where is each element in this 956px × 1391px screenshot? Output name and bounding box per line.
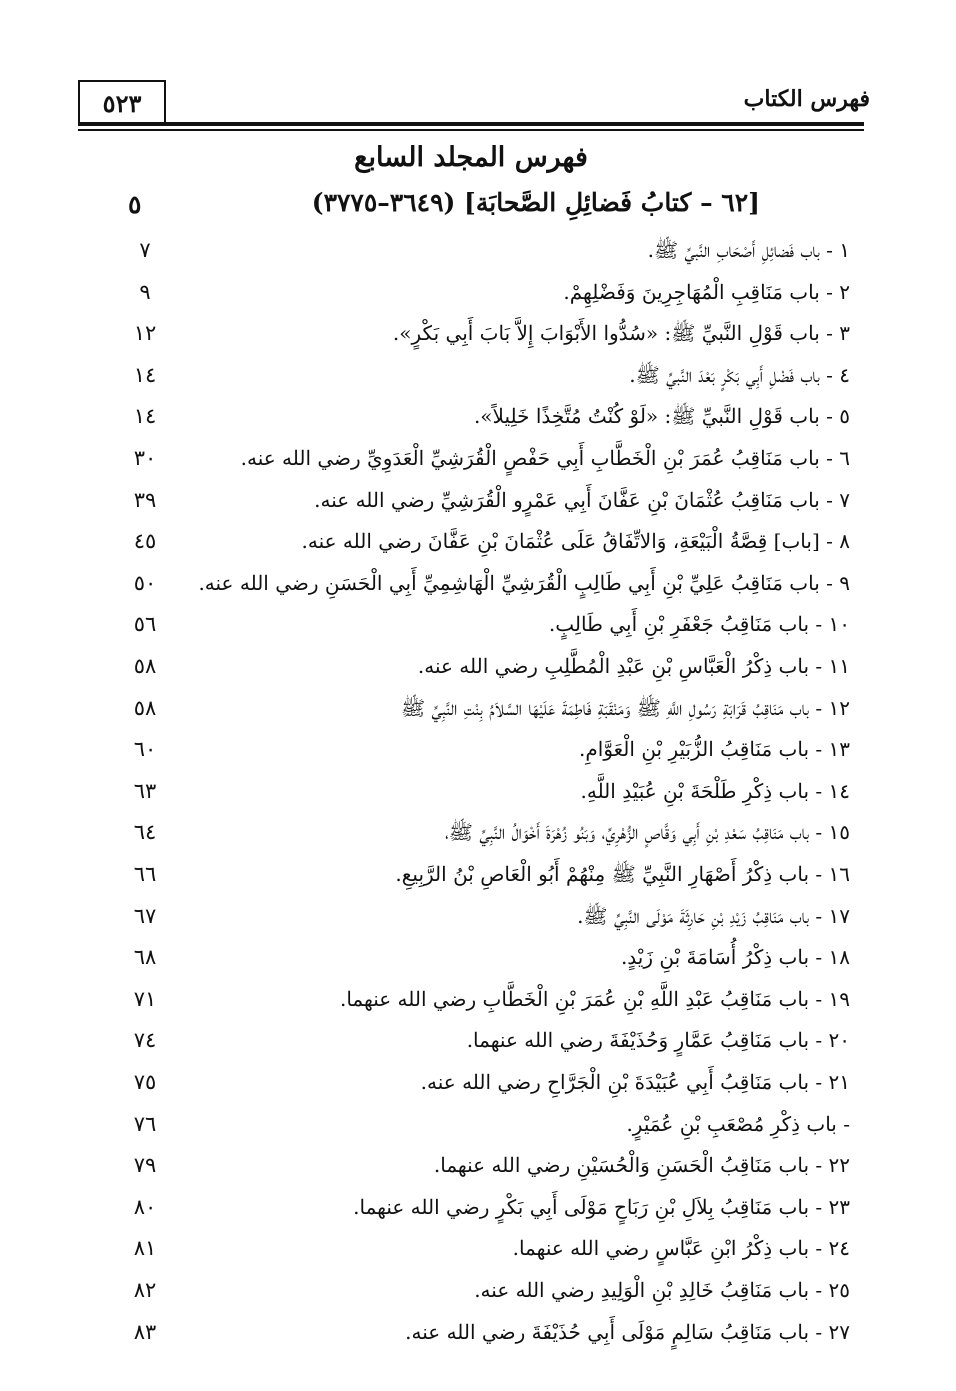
index-row	[90, 1312, 850, 1352]
entry-page-number: ١٤	[133, 362, 157, 387]
index-row	[90, 396, 850, 436]
index-row	[90, 1104, 850, 1144]
entry-page-number: ٣٩	[133, 487, 157, 512]
page-number: ٥٢٣	[78, 80, 166, 124]
entry-title: ١ - باب فَضائِلِ أَصْحَابِ النَّبيِّ ﷺ.	[647, 238, 850, 262]
index-row	[90, 313, 850, 353]
entry-title: ١٥ - باب مَنَاقِبُ سَعْدِ بْنِ أَبِي وَقَّاصٍ الزُّهْرِيِّ، وَبَنُو زُهْرَةَ أَخْوَالُ النَّبِيِّ ﷺ،	[444, 820, 850, 845]
index-row	[90, 1187, 850, 1227]
entry-title: ١٧ - باب مَنَاقِبُ زَيْدِ بْنِ حَارِثَةَ مَوْلَى النَّبِيِّ ﷺ.	[577, 903, 850, 928]
entry-title: ٤ - باب فَضْلِ أَبِي بَكْرٍ بَعْدَ النَّبيِّ ﷺ.	[629, 362, 850, 387]
index-row	[90, 1270, 850, 1310]
index-row	[90, 438, 850, 478]
entry-page-number: ٦٧	[133, 903, 157, 928]
entry-title: ٢٤ - باب ذِكْرُ ابْنِ عَبَّاسٍ رضي الله عنهما.	[512, 1236, 850, 1261]
entry-page-number: ٦٤	[133, 820, 157, 845]
entry-page-number: ٦٠	[133, 737, 157, 762]
index-row	[90, 646, 850, 686]
index-row	[90, 979, 850, 1019]
index-row	[90, 937, 850, 977]
entry-title: ٩ - باب مَنَاقِبُ عَلِيِّ بْنِ أَبِي طَالِبٍ الْقُرَشِيِّ الْهَاشِمِيِّ أَبِي الْحَسَنِ رضي الله عنه.	[198, 570, 850, 595]
entry-page-number: ٤٥	[133, 529, 157, 554]
index-row	[90, 896, 850, 936]
index-row	[90, 604, 850, 644]
entry-page-number: ٦٨	[133, 945, 157, 970]
book-title: [٦٢ – كتابُ فَضائِلِ الصَّحابَة] (٣٦٤٩–٣٧٧٥)	[311, 188, 760, 217]
entry-title: ١٨ - باب ذِكْرُ أُسَامَةَ بْنِ زَيْدٍ.	[620, 945, 850, 970]
entry-title: ٢٥ - باب مَنَاقِبُ خَالِدِ بْنِ الْوَلِيدِ رضي الله عنه.	[474, 1278, 850, 1302]
entry-page-number: ٧٩	[133, 1153, 157, 1178]
entry-title: - باب ذِكْرِ مُصْعَبِ بْنِ عُمَيْرٍ.	[626, 1111, 850, 1136]
entry-page-number: ٥٠	[133, 570, 157, 595]
entry-title: ٦ - باب مَنَاقِبُ عُمَرَ بْنِ الْخَطَّابِ أَبِي حَفْصٍ الْقُرَشِيِّ الْعَدَوِيِّ رضي الله عنه.	[240, 446, 850, 470]
entry-title: ١٩ - باب مَنَاقِبُ عَبْدِ اللَّهِ بْنِ عُمَرَ بْنِ الْخَطَّابِ رضي الله عنهما.	[339, 986, 850, 1011]
entry-title: ٢٢ - باب مَنَاقِبُ الْحَسَنِ وَالْحُسَيْنِ رضي الله عنهما.	[433, 1153, 850, 1178]
entry-title: ٧ - باب مَنَاقِبُ عُثْمَانَ بْنِ عَفَّانَ أَبِي عَمْرٍو الْقُرَشِيِّ رضي الله عنه.	[314, 487, 850, 512]
index-row	[90, 812, 850, 852]
header-rule-thick	[78, 122, 864, 126]
entry-title: ٥ - باب قَوْلِ النَّبيِّ ﷺ: «لَوْ كُنْتُ مُتَّخِذًا خَلِيلاً».	[473, 404, 850, 429]
index-row	[90, 688, 850, 728]
index-row	[90, 480, 850, 520]
book-page-number: ٥	[128, 190, 142, 219]
entry-title: ٢٣ - باب مَنَاقِبُ بِلاَلِ بْنِ رَبَاحٍ مَوْلَى أَبِي بَكْرٍ رضي الله عنهما.	[353, 1194, 850, 1219]
entry-page-number: ٧	[139, 238, 151, 262]
index-row	[90, 1020, 850, 1060]
entry-page-number: ٨٣	[133, 1319, 157, 1344]
index-row	[90, 355, 850, 395]
index-row	[90, 1228, 850, 1268]
index-row	[90, 854, 850, 894]
entry-page-number: ٨٠	[133, 1194, 157, 1219]
entry-page-number: ٥٨	[133, 695, 157, 720]
entry-page-number: ٥٦	[133, 612, 157, 637]
running-title: فهرس الكتاب	[743, 86, 870, 112]
index-row	[90, 272, 850, 312]
entry-title: ٢٠ - باب مَنَاقِبُ عَمَّارٍ وَحُذَيْفَةَ رضي الله عنهما.	[466, 1028, 850, 1053]
entry-page-number: ٥٨	[133, 654, 157, 678]
entry-title: ٢٧ - باب مَنَاقِبُ سَالِمٍ مَوْلَى أَبِي حُذَيْفَةَ رضي الله عنه.	[405, 1319, 850, 1344]
entry-title: ٣ - باب قَوْلِ النَّبيِّ ﷺ: «سُدُّوا الأَبْوَابَ إِلاَّ بَابَ أَبِي بَكْرٍ».	[392, 321, 850, 346]
index-row	[90, 230, 850, 270]
entry-title: ١٣ - باب مَنَاقِبُ الزُّبَيْرِ بْنِ الْعَوَّامِ.	[579, 737, 850, 762]
entry-page-number: ٣٠	[133, 446, 157, 470]
entry-page-number: ٦٣	[133, 778, 157, 803]
index-row	[90, 521, 850, 561]
entry-page-number: ٧١	[133, 986, 157, 1011]
entry-title: ١٢ - باب مَنَاقِبُ قَرَابَةِ رَسُولِ اللَّهِ ﷺ وَمَنْقَبَةِ فَاطِمَةَ عَلَيْهَا السَّلاَمُ بِنْتِ النَّبِيِّ ﷺ	[401, 695, 850, 720]
entry-title: ٨ - [باب] قِصَّةُ الْبَيْعَةِ، وَالاتِّفَاقُ عَلَى عُثْمَانَ بْنِ عَفَّانَ رضي الله عنه.	[301, 529, 850, 554]
volume-title: فهرس المجلد السابع	[354, 142, 588, 173]
index-row	[90, 771, 850, 811]
index-row	[90, 1145, 850, 1185]
entry-title: ١١ - باب ذِكْرُ الْعَبَّاسِ بْنِ عَبْدِ الْمُطَّلِبِ رضي الله عنه.	[417, 654, 850, 678]
entry-page-number: ٦٦	[133, 862, 157, 886]
header-rule-thin	[78, 129, 864, 131]
entry-title: ٢١ - باب مَنَاقِبُ أَبِي عُبَيْدَةَ بْنِ الْجَرَّاحِ رضي الله عنه.	[420, 1070, 850, 1094]
entry-title: ١٤ - باب ذِكْرِ طَلْحَةَ بْنِ عُبَيْدِ اللَّهِ.	[580, 778, 850, 803]
entry-page-number: ١٤	[133, 404, 157, 429]
entry-page-number: ١٢	[133, 321, 157, 346]
entry-title: ١٦ - باب ذِكْرُ أَصْهَارِ النَّبِيِّ ﷺ مِنْهُمْ أَبُو الْعَاصِ بْنُ الرَّبِيعِ.	[395, 862, 850, 886]
entry-page-number: ٨١	[133, 1236, 157, 1261]
entry-page-number: ٧٥	[133, 1070, 157, 1094]
entry-title: ١٠ - باب مَنَاقِبُ جَعْفَرِ بْنِ أَبِي طَالِبٍ.	[548, 612, 850, 637]
index-row	[90, 729, 850, 769]
entry-title: ٢ - باب مَنَاقِبِ الْمُهَاجِرِينَ وَفَضْلِهِمْ.	[563, 279, 850, 304]
index-row	[90, 563, 850, 603]
index-row	[90, 1062, 850, 1102]
entry-page-number: ٧٦	[133, 1111, 157, 1136]
entry-page-number: ٨٢	[133, 1278, 157, 1302]
entry-page-number: ٩	[139, 279, 151, 304]
entry-page-number: ٧٤	[133, 1028, 157, 1053]
